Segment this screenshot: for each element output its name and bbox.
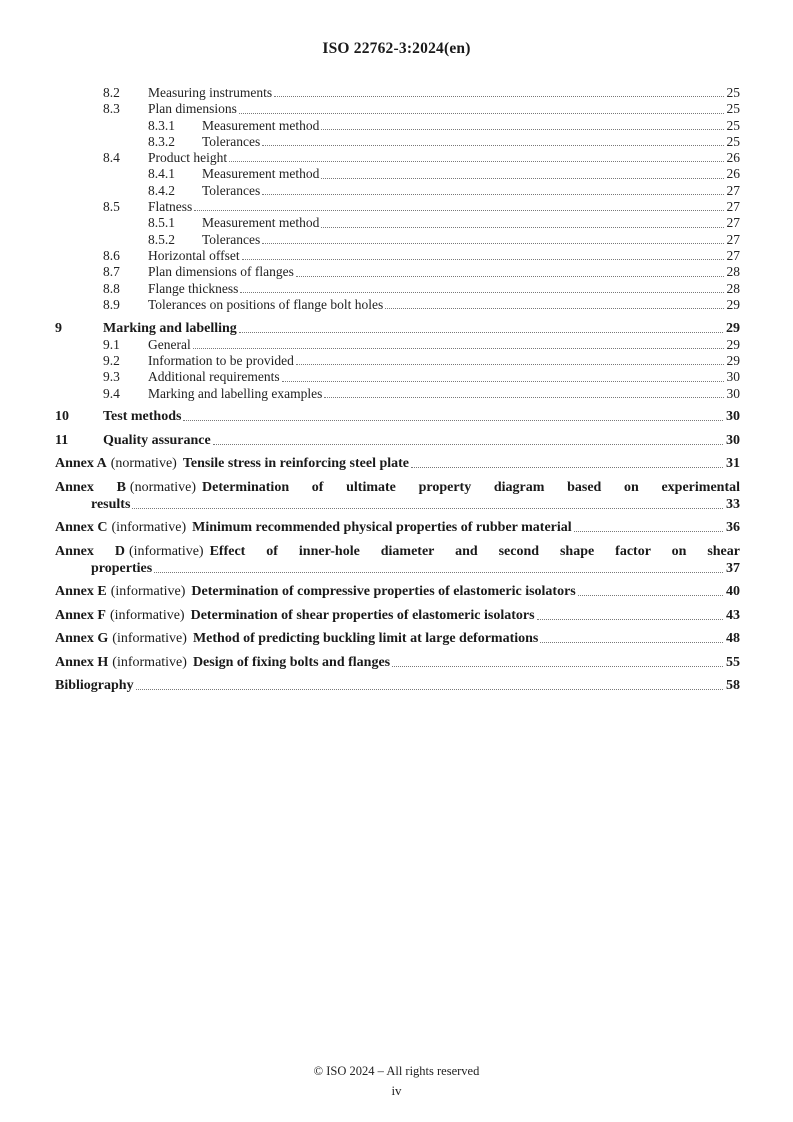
annex-title: Minimum recommended physical properties of rubber material xyxy=(192,520,572,536)
toc-entry-number: 8.5.1 xyxy=(148,215,175,231)
toc-entry-page: 27 xyxy=(726,231,740,247)
toc-entry-number: 8.8 xyxy=(103,280,120,296)
toc-entry-number: 10 xyxy=(55,409,69,425)
toc-entry-number: 8.4.1 xyxy=(148,166,175,182)
toc-entry-title: Tolerances on positions of flange bolt holes xyxy=(148,296,384,312)
toc-entry xyxy=(55,320,740,337)
toc-entry-annex-continuation xyxy=(55,560,740,577)
toc-entry-page: 27 xyxy=(726,215,740,231)
toc-entry-title: Product height xyxy=(148,150,228,166)
toc-entry-title: Plan dimensions of flanges xyxy=(148,264,294,280)
toc-entry-annex xyxy=(55,519,740,536)
toc-entry-title: General xyxy=(148,336,191,352)
toc-entry-title: Flange thickness xyxy=(148,280,239,296)
toc-entry xyxy=(55,281,740,297)
toc-entry-annex xyxy=(55,607,740,624)
toc-entry-number: 9.2 xyxy=(103,352,120,368)
toc-entry-page: 28 xyxy=(726,264,740,280)
toc-entry xyxy=(55,85,740,101)
dot-leader xyxy=(262,243,723,244)
dot-leader xyxy=(578,595,723,596)
toc-entry-number: 9.1 xyxy=(103,336,120,352)
annex-title: Method of predicting buckling limit at large deformations xyxy=(192,631,539,647)
dot-leader xyxy=(321,227,723,228)
toc-entry xyxy=(55,134,740,150)
toc-entry-title: Tolerances xyxy=(202,133,261,149)
dot-leader xyxy=(229,161,723,162)
toc-entry-page: 43 xyxy=(726,607,740,623)
toc-entry-title: Additional requirements xyxy=(148,369,280,385)
toc-entry xyxy=(55,215,740,231)
copyright-notice: © ISO 2024 – All rights reserved xyxy=(313,1064,480,1078)
toc-entry-title: Test methods xyxy=(103,409,182,425)
toc-entry-bibliography xyxy=(55,677,740,694)
toc-entry-page: 30 xyxy=(726,409,740,425)
toc-entry-title: Measurement method xyxy=(202,117,320,133)
toc-entry-page: 28 xyxy=(726,280,740,296)
toc-entry-number: 8.9 xyxy=(103,296,120,312)
annex-qualifier: (informative) xyxy=(112,654,187,670)
toc-entry-number: 8.4 xyxy=(103,150,120,166)
toc-entry-title: Information to be provided xyxy=(148,352,294,368)
dot-leader xyxy=(392,666,723,667)
dot-leader xyxy=(274,96,723,97)
annex-text xyxy=(55,455,409,472)
toc-entry xyxy=(55,232,740,248)
dot-leader xyxy=(136,689,723,690)
dot-leader xyxy=(537,619,723,620)
toc-entry-page: 25 xyxy=(726,133,740,149)
toc-entry xyxy=(55,150,740,166)
annex-title: Tensile stress in reinforcing steel plate xyxy=(182,456,410,472)
dot-leader xyxy=(324,397,723,398)
toc-entry-page: 36 xyxy=(726,520,740,536)
toc-entry-page: 29 xyxy=(726,336,740,352)
dot-leader xyxy=(296,276,724,277)
annex-label: Annex F xyxy=(55,607,106,623)
toc-entry-page: 27 xyxy=(726,182,740,198)
toc-entry xyxy=(55,248,740,264)
dot-leader xyxy=(385,308,723,309)
dot-leader xyxy=(132,508,723,509)
annex-text xyxy=(55,654,390,671)
toc-entry-page: 29 xyxy=(726,296,740,312)
dot-leader xyxy=(154,572,723,573)
dot-leader xyxy=(262,194,723,195)
toc-entry-page: 27 xyxy=(726,199,740,215)
annex-qualifier: (informative) xyxy=(109,607,185,623)
toc-entry xyxy=(55,118,740,134)
annex-text xyxy=(55,519,572,536)
dot-leader xyxy=(213,444,723,445)
toc-entry-page: 25 xyxy=(726,85,740,100)
toc-entry-annex xyxy=(55,479,740,496)
dot-leader xyxy=(574,531,723,532)
toc-entry-page: 30 xyxy=(726,432,740,448)
dot-leader xyxy=(540,642,723,643)
page-number: iv xyxy=(391,1083,402,1098)
toc-entry xyxy=(55,337,740,353)
toc-entry-number: 8.4.2 xyxy=(148,182,175,198)
dot-leader xyxy=(411,467,723,468)
dot-leader xyxy=(239,113,724,114)
dot-leader xyxy=(183,420,723,421)
dot-leader xyxy=(262,145,723,146)
toc-entry xyxy=(55,101,740,117)
annex-label: Annex D xyxy=(55,543,125,559)
toc-entry-title: Quality assurance xyxy=(103,432,211,448)
toc-entry-number: 9.3 xyxy=(103,369,120,385)
toc-entry-title: Tolerances xyxy=(202,231,261,247)
toc-entry-title: Measurement method xyxy=(202,166,320,182)
annex-title-continued: properties xyxy=(91,560,153,576)
document-header-title: ISO 22762-3:2024(en) xyxy=(322,40,471,57)
toc-entry-number: 11 xyxy=(55,432,69,448)
toc-entry xyxy=(55,264,740,280)
annex-qualifier: (informative) xyxy=(110,584,186,600)
annex-title: Determination of shear properties of elastomeric isolators xyxy=(190,607,535,623)
toc-entry-number: 8.5 xyxy=(103,199,120,215)
annex-label: Annex E xyxy=(55,584,107,600)
bibliography-title: Bibliography xyxy=(55,678,134,694)
annex-label: Annex A xyxy=(55,456,107,472)
annex-text xyxy=(55,607,535,624)
toc-entry-annex xyxy=(55,583,740,600)
toc-entry-title: Marking and labelling examples xyxy=(148,385,323,401)
toc-entry-page: 25 xyxy=(726,117,740,133)
annex-label: Annex H xyxy=(55,654,109,670)
toc-entry xyxy=(55,432,740,449)
toc-entry-number: 8.7 xyxy=(103,264,120,280)
toc-entry xyxy=(55,353,740,369)
annex-qualifier: (normative) xyxy=(129,479,197,495)
annex-qualifier: (informative) xyxy=(111,520,187,536)
annex-qualifier: (informative) xyxy=(128,543,204,559)
dot-leader xyxy=(321,129,723,130)
dot-leader xyxy=(282,381,724,382)
toc-entry-annex-continuation xyxy=(55,496,740,513)
toc-entry-page: 31 xyxy=(726,456,740,472)
toc-entry-title: Measurement method xyxy=(202,215,320,231)
annex-title: Determination of compressive properties of elastomeric isolators xyxy=(191,584,576,600)
toc-entry-page: 30 xyxy=(726,385,740,401)
annex-label: Annex B xyxy=(55,479,126,495)
toc-entry-title: Tolerances xyxy=(202,182,261,198)
annex-title: Determination of ultimate property diagram based on experimental xyxy=(202,479,741,495)
annex-text xyxy=(55,630,538,647)
annex-title-continued: results xyxy=(91,496,131,512)
toc-entry-number: 8.6 xyxy=(103,247,120,263)
toc-entry-number: 9.4 xyxy=(103,385,120,401)
toc-entry-page: 26 xyxy=(726,166,740,182)
dot-leader xyxy=(242,259,724,260)
annex-qualifier: (normative) xyxy=(110,456,177,472)
toc-entry-annex xyxy=(55,455,740,472)
annex-label: Annex C xyxy=(55,520,108,536)
toc-entry-title: Measuring instruments xyxy=(148,85,273,100)
document-footer xyxy=(0,1064,793,1098)
dot-leader xyxy=(296,364,724,365)
annex-title: Effect of inner-hole diameter and second shape factor on shear xyxy=(209,543,740,559)
toc xyxy=(55,85,740,694)
toc-entry-number: 9 xyxy=(55,320,62,336)
toc-entry-page: 29 xyxy=(726,320,740,336)
annex-qualifier: (informative) xyxy=(112,631,187,647)
toc-entry-annex xyxy=(55,543,740,560)
toc-entry-number: 8.2 xyxy=(103,85,120,100)
dot-leader xyxy=(240,292,723,293)
toc-entry-page: 58 xyxy=(726,678,740,694)
toc-entry-page: 25 xyxy=(726,101,740,117)
toc-entry-page: 30 xyxy=(726,369,740,385)
toc-entry-number: 8.3.2 xyxy=(148,133,175,149)
toc-entry-title: Flatness xyxy=(148,199,193,215)
annex-title: Design of fixing bolts and flanges xyxy=(192,654,391,670)
toc-entry-page: 29 xyxy=(726,352,740,368)
toc-entry xyxy=(55,199,740,215)
toc-entry xyxy=(55,386,740,402)
toc-entry-number: 8.3.1 xyxy=(148,117,175,133)
dot-leader xyxy=(194,210,723,211)
toc-entry-number: 8.5.2 xyxy=(148,231,175,247)
toc-entry-page: 33 xyxy=(726,496,740,512)
annex-label: Annex G xyxy=(55,631,109,647)
toc-entry-page: 48 xyxy=(726,631,740,647)
toc-entry-page: 26 xyxy=(726,150,740,166)
toc-entry-page: 40 xyxy=(726,584,740,600)
toc-entry-number: 8.3 xyxy=(103,101,120,117)
toc-entry-page: 37 xyxy=(726,560,740,576)
toc-entry xyxy=(55,369,740,385)
dot-leader xyxy=(239,332,723,333)
toc-entry-title: Marking and labelling xyxy=(103,320,237,336)
toc-entry-title: Plan dimensions xyxy=(148,101,237,117)
toc-entry xyxy=(55,183,740,199)
annex-text xyxy=(55,583,576,600)
dot-leader xyxy=(193,348,724,349)
toc-entry-annex xyxy=(55,654,740,671)
dot-leader xyxy=(321,178,723,179)
toc-entry xyxy=(55,166,740,182)
toc-entry-annex xyxy=(55,630,740,647)
toc-entry-page: 27 xyxy=(726,247,740,263)
toc-entry-title: Horizontal offset xyxy=(148,247,240,263)
toc-entry-page: 55 xyxy=(726,654,740,670)
toc-entry xyxy=(55,297,740,313)
toc-entry xyxy=(55,408,740,425)
